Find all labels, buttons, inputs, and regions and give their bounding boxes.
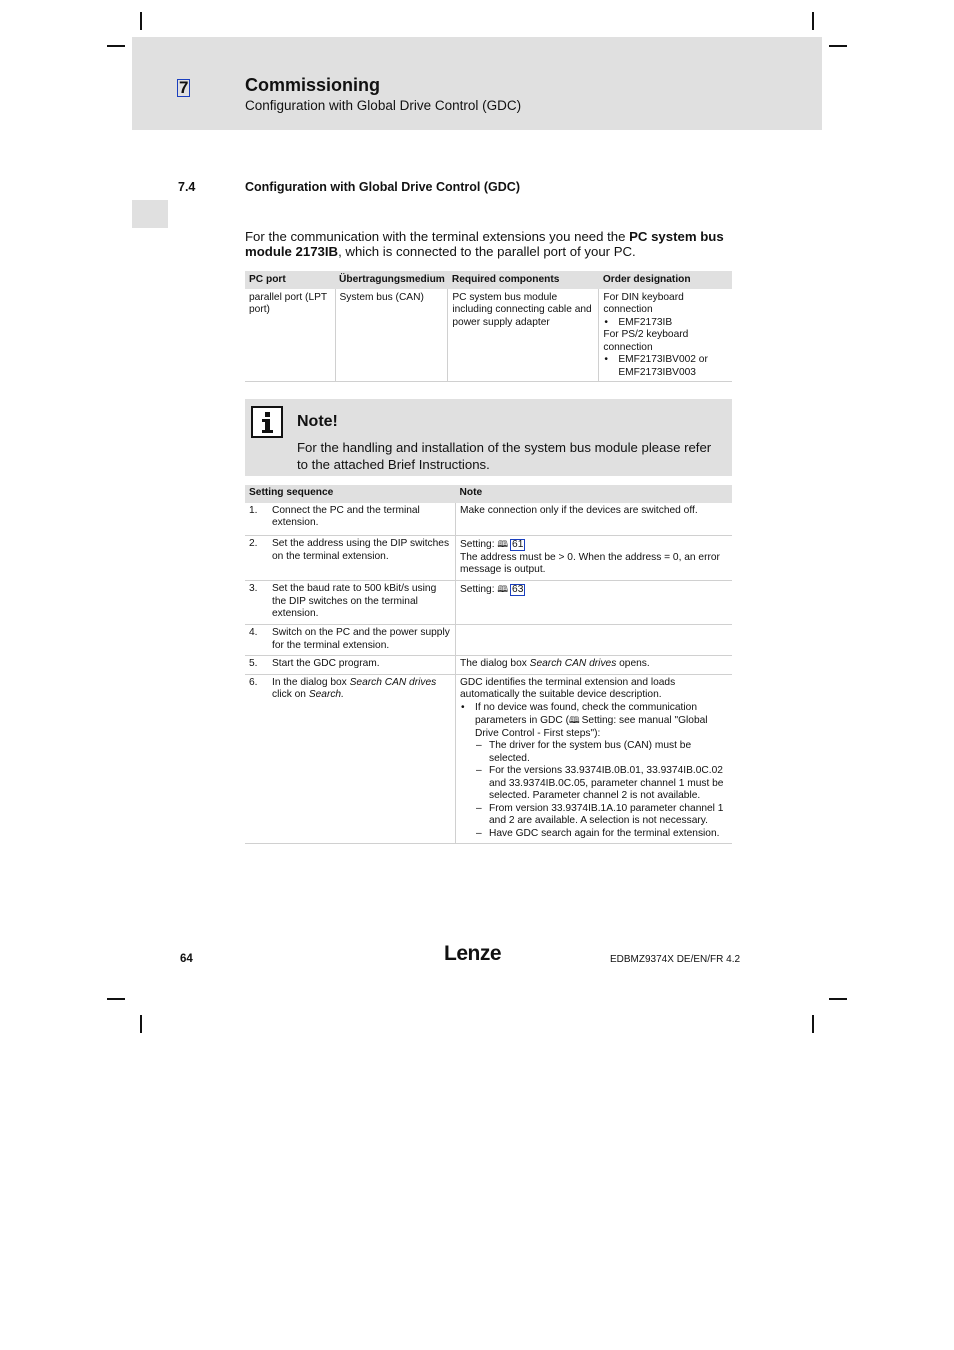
step-text: Start the GDC program.	[270, 656, 456, 675]
note-box	[245, 399, 732, 476]
order-din-label: For DIN keyboard connection	[603, 291, 684, 315]
intro-bold: PC system bus module 2173IB	[245, 229, 724, 259]
crop-mark	[140, 12, 142, 30]
cell-medium: System bus (CAN)	[335, 289, 448, 382]
note-dash-item: – Have GDC search again for the terminal extension.	[489, 828, 729, 841]
note-title: Note!	[297, 413, 338, 430]
step-text	[270, 674, 456, 844]
note-dash-item: – From version 33.9374IB.1A.10 parameter channel 1 and 2 are available. A selection is not necessary.	[489, 803, 729, 828]
step-text-part: In the dialog box	[272, 676, 350, 688]
header-medium: Übertragungsmedium	[335, 271, 448, 289]
chapter-header	[132, 37, 822, 130]
step-number: 3.	[245, 581, 270, 625]
step-note	[456, 536, 733, 581]
note-dash-item: – The driver for the system bus (CAN) must be selected.	[489, 740, 729, 765]
cell-pc-port: parallel port (LPT port)	[245, 289, 335, 382]
step-note	[456, 656, 733, 675]
step-number: 5.	[245, 656, 270, 675]
intro-text-end: , which is connected to the parallel port of your PC.	[338, 244, 636, 259]
table-row	[245, 289, 732, 382]
step-number: 2.	[245, 536, 270, 581]
order-ps2-label: For PS/2 keyboard connection	[603, 329, 689, 353]
crop-mark	[140, 1015, 142, 1033]
crop-mark	[107, 45, 125, 47]
dialog-name: Search CAN drives	[349, 676, 437, 688]
crop-mark	[812, 1015, 814, 1033]
step-note	[456, 674, 733, 844]
chapter-title: Commissioning	[245, 75, 381, 95]
setting-label: Setting:	[460, 539, 495, 550]
step-number: 6.	[245, 674, 270, 844]
book-icon: 🕮	[497, 539, 509, 549]
order-ps2-item: • EMF2173IBV002 or EMF2173IBV003	[618, 354, 729, 379]
components-table	[245, 271, 732, 382]
step-note	[456, 625, 733, 656]
note-text: For the handling and installation of the system bus module please refer to the attached Brief Instructions.	[297, 440, 712, 472]
step-note-intro: GDC identifies the terminal extension and loads automatically the suitable device description.	[460, 676, 676, 700]
chapter-number-link[interactable]: 7	[179, 78, 189, 97]
table-row	[245, 503, 732, 536]
section-number: 7.4	[178, 180, 196, 194]
table-row	[245, 656, 732, 675]
order-din-item: • EMF2173IB	[618, 317, 729, 330]
setting-label: Setting:	[460, 584, 495, 595]
table-header-row	[245, 485, 732, 503]
header-pc-port: PC port	[245, 271, 335, 289]
document-id: EDBMZ9374X DE/EN/FR 4.2	[610, 954, 741, 965]
step-note: Make connection only if the devices are switched off.	[456, 503, 733, 536]
page-ref-link[interactable]: 61	[512, 539, 524, 550]
step-text: Set the baud rate to 500 kBit/s using the DIP switches on the terminal extension.	[270, 581, 456, 625]
info-icon	[251, 406, 283, 438]
cell-order	[599, 289, 732, 382]
header-order: Order designation	[599, 271, 732, 289]
cell-components: PC system bus module including connecting cable and power supply adapter	[448, 289, 599, 382]
setting-sequence-table	[245, 485, 732, 844]
book-icon: 🕮	[497, 584, 509, 594]
step-number: 4.	[245, 625, 270, 656]
header-setting-sequence: Setting sequence	[245, 485, 456, 503]
crop-mark	[829, 998, 847, 1000]
step-text: Switch on the PC and the power supply for the terminal extension.	[270, 625, 456, 656]
table-row	[245, 536, 732, 581]
header-components: Required components	[448, 271, 599, 289]
table-row	[245, 674, 732, 844]
lenze-logo: Lenze	[444, 942, 502, 965]
intro-paragraph	[245, 229, 737, 259]
crop-mark	[107, 998, 125, 1000]
step-note	[456, 581, 733, 625]
page-number: 64	[180, 953, 193, 965]
note-dash-item: – For the versions 33.9374IB.0B.01, 33.9374IB.0C.02 and 33.9374IB.0C.05, parameter channel 1 must be selected. Parameter channel 2 is not available.	[489, 765, 729, 803]
step-text: Connect the PC and the terminal extension.	[270, 503, 456, 536]
side-marker	[132, 200, 168, 228]
page-ref-link[interactable]: 63	[512, 584, 524, 595]
note-bullet	[475, 702, 729, 841]
section-title: Configuration with Global Drive Control (GDC)	[245, 180, 520, 194]
bullet-text: If no device was found, check the communication parameters in GDC (	[475, 701, 697, 726]
step-number: 1.	[245, 503, 270, 536]
table-row	[245, 625, 732, 656]
note-text-end: opens.	[616, 658, 650, 669]
table-header-row	[245, 271, 732, 289]
crop-mark	[812, 12, 814, 30]
table-row	[245, 581, 732, 625]
book-icon: 🕮	[568, 715, 580, 725]
step-note-extra: The address must be > 0. When the address = 0, an error message is output.	[460, 551, 720, 575]
crop-mark	[829, 45, 847, 47]
header-note: Note	[456, 485, 733, 503]
note-text: The dialog box	[460, 658, 530, 669]
intro-text: For the communication with the terminal extensions you need the	[245, 229, 630, 244]
step-text: Set the address using the DIP switches on the terminal extension.	[270, 536, 456, 581]
chapter-subtitle: Configuration with Global Drive Control (GDC)	[245, 98, 522, 113]
step-text-part: click on	[272, 689, 309, 700]
button-name: Search.	[308, 689, 344, 700]
dialog-name: Search CAN drives	[529, 658, 617, 669]
bullet-text-end: Setting: see manual "Global Drive Control - First steps"):	[475, 715, 708, 739]
